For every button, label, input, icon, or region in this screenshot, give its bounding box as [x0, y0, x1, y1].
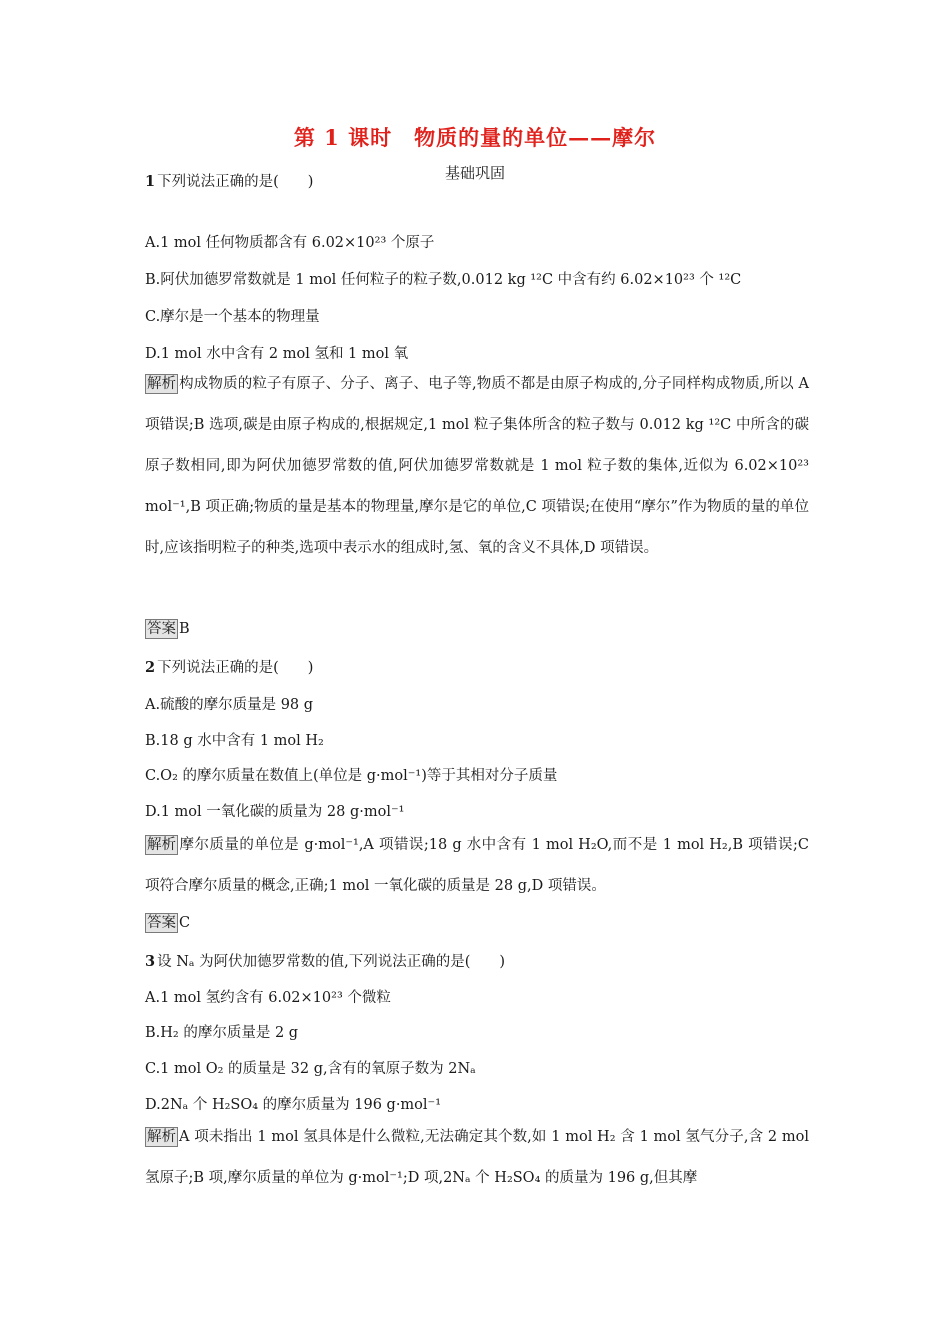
question-3-option-d: D.2Nₐ 个 H₂SO₄ 的摩尔质量为 196 g·mol⁻¹ — [145, 1097, 442, 1113]
question-2-analysis — [145, 825, 809, 907]
question-2-option-d: D.1 mol 一氧化碳的质量为 28 g·mol⁻¹ — [145, 804, 405, 820]
question-1-answer — [145, 619, 190, 639]
question-1-analysis — [145, 364, 809, 569]
question-text: 下列说法正确的是( ) — [157, 174, 314, 190]
question-2-answer — [145, 913, 190, 933]
question-text: 设 Nₐ 为阿伏加德罗常数的值,下列说法正确的是( ) — [157, 954, 506, 970]
question-3-option-a: A.1 mol 氢约含有 6.02×10²³ 个微粒 — [145, 990, 391, 1006]
question-number: 2 — [145, 659, 156, 676]
question-text: 下列说法正确的是( ) — [157, 660, 314, 676]
answer-value: B — [179, 621, 190, 637]
analysis-text: 摩尔质量的单位是 g·mol⁻¹,A 项错误;18 g 水中含有 1 mol H₂O,而不是 1 mol H₂,B 项错误;C 项符合摩尔质量的概念,正确;1 mol 一氧化碳的质量是 28 g,D 项错误。 — [145, 837, 809, 894]
page-title: 第 1 课时 物质的量的单位——摩尔 — [293, 125, 657, 150]
question-2-stem — [145, 656, 313, 677]
analysis-text: 构成物质的粒子有原子、分子、离子、电子等,物质不都是由原子构成的,分子同样构成物质,所以 A 项错误;B 选项,碳是由原子构成的,根据规定,1 mol 粒子集体所含的粒子数与 0.012 kg ¹²C 中所含的碳原子数相同,即为阿伏加德罗常数的值,阿伏加德罗常数就是 1 mol 粒子数的集体,近似为 6.02×10²³ mol⁻¹,B 项正确;物质的量是基本的物理量,摩尔是它的单位,C 项错误;在使用“摩尔”作为物质的量的单位时,应该指明粒子的种类,选项中表示水的组成时,氢、氧的含义不具体,D 项错误。 — [145, 376, 809, 556]
question-2-option-a: A.硫酸的摩尔质量是 98 g — [145, 697, 314, 713]
question-number: 3 — [145, 953, 156, 970]
question-1-stem — [145, 170, 313, 191]
analysis-label: 解析 — [147, 837, 176, 853]
question-2-option-c: C.O₂ 的摩尔质量在数值上(单位是 g·mol⁻¹)等于其相对分子质量 — [145, 768, 558, 784]
analysis-label: 解析 — [147, 376, 176, 392]
question-2-option-b: B.18 g 水中含有 1 mol H₂ — [145, 733, 324, 749]
answer-label: 答案 — [147, 915, 176, 931]
question-1-option-c: C.摩尔是一个基本的物理量 — [145, 309, 320, 325]
question-1-option-b: B.阿伏加德罗常数就是 1 mol 任何粒子的粒子数,0.012 kg ¹²C 中含有约 6.02×10²³ 个 ¹²C — [145, 272, 742, 288]
question-3-option-b: B.H₂ 的摩尔质量是 2 g — [145, 1025, 299, 1041]
analysis-label: 解析 — [147, 1129, 176, 1145]
answer-value: C — [179, 915, 191, 931]
answer-label: 答案 — [147, 621, 176, 637]
question-3-stem — [145, 950, 505, 971]
question-1-option-a: A.1 mol 任何物质都含有 6.02×10²³ 个原子 — [145, 235, 435, 251]
question-number: 1 — [145, 173, 156, 190]
question-1-option-d: D.1 mol 水中含有 2 mol 氢和 1 mol 氧 — [145, 346, 409, 362]
analysis-text: A 项未指出 1 mol 氢具体是什么微粒,无法确定其个数,如 1 mol H₂ 含 1 mol 氢气分子,含 2 mol 氢原子;B 项,摩尔质量的单位为 g·mol⁻¹;D 项,2Nₐ 个 H₂SO₄ 的质量为 196 g,但其摩 — [145, 1129, 809, 1186]
question-3-option-c: C.1 mol O₂ 的质量是 32 g,含有的氧原子数为 2Nₐ — [145, 1061, 476, 1077]
section-heading: 基础巩固 — [444, 164, 505, 182]
question-3-analysis — [145, 1117, 809, 1199]
